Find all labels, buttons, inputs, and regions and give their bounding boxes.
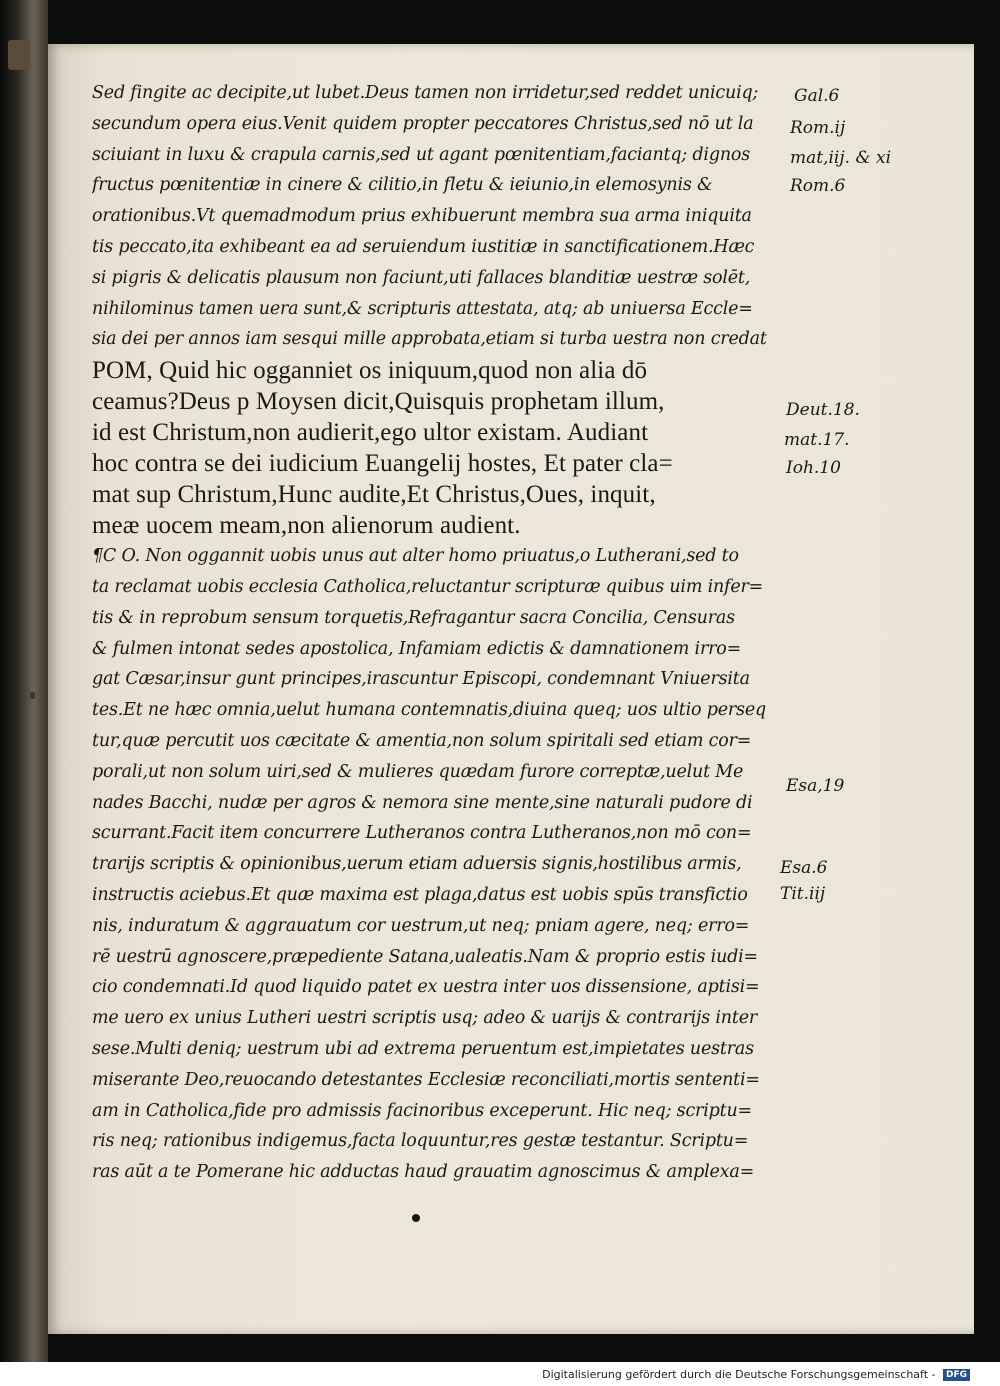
- text-line: cio condemnati.Id quod liquido patet ex uestra inter uos dissensione, aptisi=: [92, 977, 760, 998]
- text-line: miserante Deo,reuocando detestantes Ecclesiæ reconciliati,mortis sententi=: [92, 1069, 760, 1090]
- main-text-block: [92, 78, 782, 1188]
- marginal-note: Rom.ij: [790, 118, 846, 138]
- text-line: nis, induratum & aggrauatum cor uestrum,ut neq; pniam agere, neq; erro=: [92, 915, 750, 936]
- text-line-roman: id est Christum,non audierit,ego ultor existam. Audiant: [92, 419, 649, 447]
- text-line-roman: ceamus?Deus p Moysen dicit,Quisquis prophetam illum,: [92, 388, 665, 416]
- text-line: fructus pœnitentiæ in cinere & cilitio,in fletu & ieiunio,in elemosynis &: [92, 175, 713, 196]
- text-line: nihilominus tamen uera sunt,& scripturis attestata, atq; ab uniuersa Eccle=: [92, 298, 753, 319]
- text-line: orationibus.Vt quemadmodum prius exhibuerunt membra sua arma iniquita: [92, 206, 752, 227]
- marginal-note: Esa.6: [780, 858, 828, 878]
- text-line: ris neq; rationibus indigemus,facta loquuntur,res gestæ testantur. Scriptu=: [92, 1131, 749, 1152]
- text-line: instructis aciebus.Et quæ maxima est plaga,datus est uobis spūs transfictio: [92, 884, 748, 905]
- text-line: ta reclamat uobis ecclesia Catholica,reluctantur scripturæ quibus uim infer=: [92, 576, 764, 597]
- marginal-note: Deut.18.: [786, 400, 860, 420]
- marginal-note: Gal.6: [794, 86, 840, 106]
- text-line: me uero ex unius Lutheri uestri scriptis usq; adeo & uarijs & contrarijs inter: [92, 1008, 758, 1029]
- dfg-logo-icon: DFG: [943, 1369, 970, 1381]
- marginal-note: mat.17.: [784, 430, 850, 450]
- text-line: gat Cæsar,insur gunt principes,irascuntur Episcopi, condemnant Vniuersita: [92, 669, 750, 690]
- text-line: trarijs scriptis & opinionibus,uerum etiam aduersis signis,hostilibus armis,: [92, 854, 742, 875]
- text-line: si pigris & delicatis plausum non faciunt,uti fallaces blanditiæ uestræ solēt,: [92, 267, 751, 288]
- text-line: sia dei per annos iam sesqui mille approbata,etiam si turba uestra non credat: [92, 329, 767, 350]
- text-line: scurrant.Facit item concurrere Lutheranos contra Lutheranos,non mō con=: [92, 823, 752, 844]
- text-line-roman: hoc contra se dei iudicium Euangelij hostes, Et pater cla=: [92, 450, 673, 478]
- text-line: am in Catholica,fide pro admissis facinoribus exceperunt. Hic neq; scriptu=: [92, 1100, 752, 1121]
- gutter-speck: [30, 692, 35, 699]
- text-line: sciuiant in luxu & crapula carnis,sed ut agant pœnitentiam,faciantq; dignos: [92, 144, 751, 165]
- text-line: rē uestrū agnoscere,præpediente Satana,ualeatis.Nam & proprio estis iudi=: [92, 946, 759, 967]
- text-line-roman: meæ uocem meam,non alienorum audient.: [92, 512, 521, 540]
- text-line: tes.Et ne hæc omnia,uelut humana contemnatis,diuina queq; uos ultio perseq: [92, 700, 766, 721]
- text-line: porali,ut non solum uiri,sed & mulieres quædam furore correptæ,uelut Me: [92, 761, 744, 782]
- text-line-roman: POM, Quid hic ogganniet os iniquum,quod non alia dō: [92, 357, 648, 385]
- spine-clasp: [8, 40, 30, 70]
- text-line: ras aūt a te Pomerane hic adductas haud grauatim agnoscimus & amplexa=: [92, 1162, 755, 1183]
- text-line-roman: mat sup Christum,Hunc audite,Et Christus,Oues, inquit,: [92, 481, 656, 509]
- marginal-note: Ioh.10: [786, 458, 841, 478]
- credit-text: Digitalisierung gefördert durch die Deutsche Forschungsgemeinschaft -: [542, 1368, 936, 1381]
- marginal-note: Rom.6: [790, 176, 846, 196]
- text-line: tis peccato,ita exhibeant ea ad seruiendum iustitiæ in sanctificationem.Hæc: [92, 236, 755, 257]
- text-line: secundum opera eius.Venit quidem propter peccatores Christus,sed nō ut la: [92, 113, 754, 134]
- text-line: ¶C O. Non oggannit uobis unus aut alter homo priuatus,o Lutherani,sed to: [92, 546, 739, 567]
- text-line: Sed fingite ac decipite,ut lubet.Deus tamen non irridetur,sed reddet unicuiq;: [92, 83, 759, 103]
- marginal-note: Esa,19: [786, 776, 845, 796]
- digitization-credit: [542, 1368, 970, 1381]
- text-line: & fulmen intonat sedes apostolica, Infamiam edictis & damnationem irro=: [92, 638, 742, 659]
- text-line: tur,quæ percutit uos cæcitate & amentia,non solum spiritali sed etiam cor=: [92, 730, 752, 751]
- text-line: tis & in reprobum sensum torquetis,Refragantur sacra Concilia, Censuras: [92, 607, 735, 628]
- page-dot-ornament: [412, 1214, 420, 1222]
- marginal-note: Tit.iij: [780, 884, 826, 904]
- marginal-note: mat,iij. & xi: [790, 148, 892, 168]
- text-line: sese.Multi deniq; uestrum ubi ad extrema peruentum est,impietates uestras: [92, 1038, 754, 1059]
- text-line: nades Bacchi, nudæ per agros & nemora sine mente,sine naturali pudore di: [92, 792, 753, 813]
- book-spine: [0, 0, 48, 1362]
